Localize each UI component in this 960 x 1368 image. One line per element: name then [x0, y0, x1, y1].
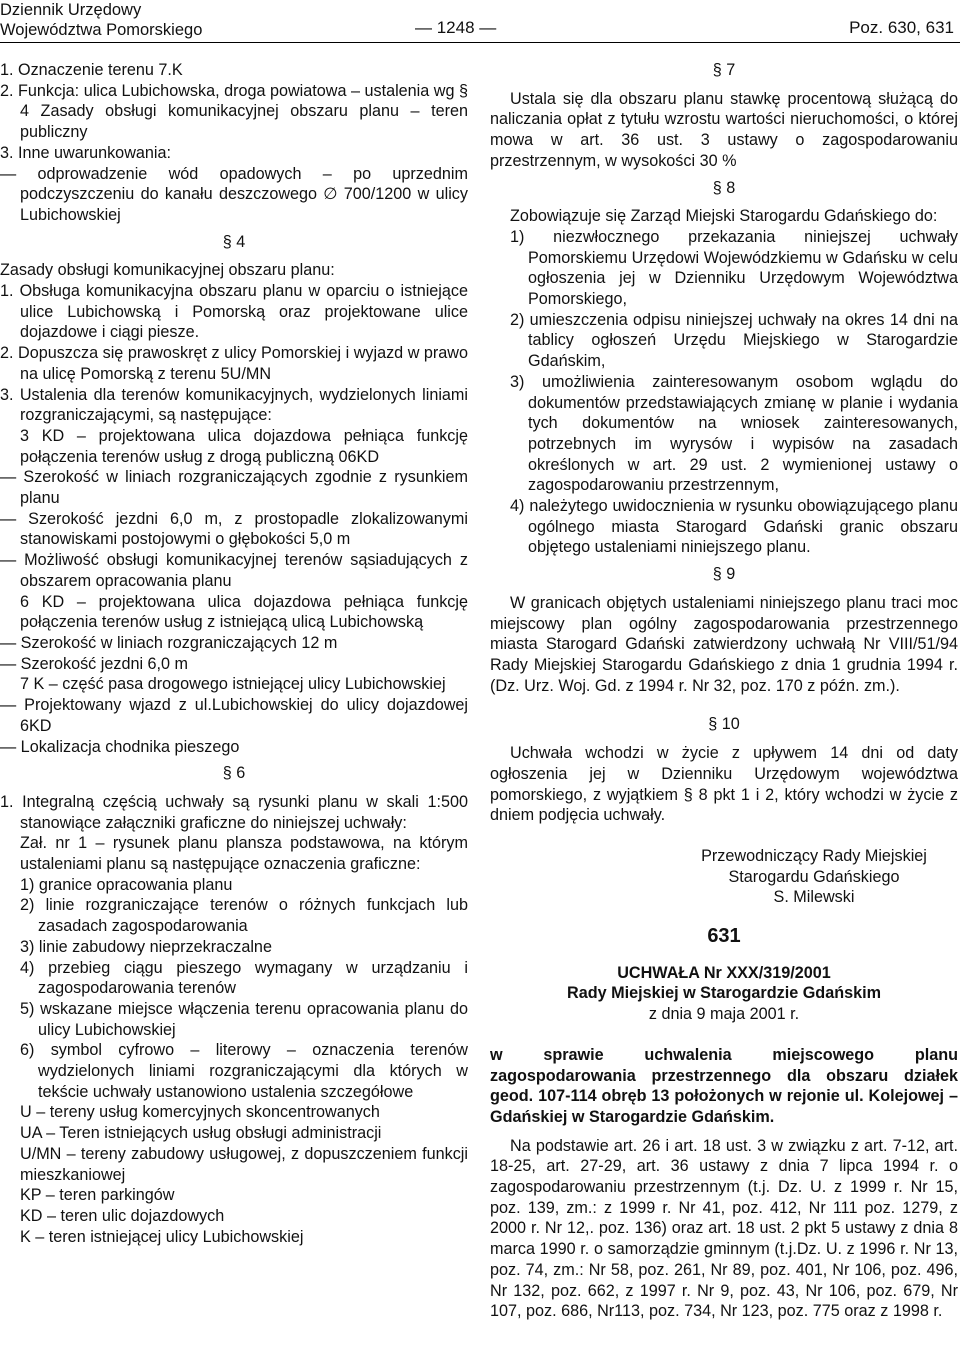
paragraph: 6 KD – projektowana ulica dojazdowa pełniąca funkcję połączenia terenów usług z istniejącą ulicą Lubichowską [20, 592, 468, 632]
section-heading: § 7 [712, 61, 736, 79]
section-heading: § 4 [222, 232, 246, 251]
paragraph: Zasady obsługi komunikacyjnej obszaru planu: [0, 261, 335, 280]
header-rule [0, 42, 960, 43]
list-item: 1) niezwłocznego przekazania niniejszej uchwały Pomorskiemu Urzędowi Wojewódzkiemu w Gdańsku w celu ogłoszenia jej w Dzienniku Urzędowym Województwa Pomorskiego, [510, 227, 958, 309]
list-item: 4) przebieg ciągu pieszego wymagany w urządzaniu i zagospodarowania terenów [20, 958, 468, 998]
legend-item: KP – teren parkingów [20, 1186, 175, 1205]
dash-item: — Szerokość w liniach rozgraniczających 12 m [0, 633, 338, 652]
list-item: 2) umieszczenia odpisu niniejszej uchwały na okres 14 dni na tablicy ogłoszeń Urzędu Miejskiego w Starogardzie Gdańskim, [510, 310, 958, 371]
signature-title: Przewodniczący Rady Miejskiej [701, 846, 927, 865]
legend-item: KD – teren ulic dojazdowych [20, 1206, 225, 1225]
paragraph: 2. Funkcja: ulica Lubichowska, droga powiatowa – ustalenia wg § 4 Zasady obsługi komunikacyjnej obszaru planu – teren publiczny [0, 81, 468, 142]
paragraph: 3. Ustalenia dla terenów komunikacyjnych, wydzielonych liniami rozgraniczającymi, są następujące: [0, 385, 468, 425]
spacer [490, 826, 958, 846]
resolution-council: Rady Miejskiej w Starogardzie Gdańskim [567, 984, 881, 1003]
section-heading: § 10 [708, 715, 740, 734]
dash-item: — Szerokość jezdni 6,0 m [0, 654, 189, 673]
list-item: 1) granice opracowania planu [20, 875, 233, 894]
list-item: 6) symbol cyfrowo – literowy – oznaczenia terenów wydzielonych liniami rozgraniczającymi dla których w tekście uchwały ustanowiono ustalenia szczegółowe [20, 1041, 468, 1101]
paragraph: 3 KD – projektowana ulica dojazdowa pełniąca funkcję połączenia terenów usług z drogą publiczną 06KD [20, 426, 468, 466]
resolution-subject: w sprawie uchwalenia miejscowego planu zagospodarowania przestrzennego dla obszaru działek geod. 107-114 obręb 13 położonych w rejonie ul. Kolejowej – Gdańskiej w Starogardzie Gdańskim. [490, 1045, 958, 1126]
paragraph: Ustala się dla obszaru planu stawkę procentową służącą do naliczania opłat z tytułu wzrostu wartości nieruchomości, o której mowa w art. 36 ust. 3 ustawy o zagospodarowaniu przestrzennym, w wysokości 30 % [490, 89, 958, 170]
section-heading: § 6 [222, 764, 246, 783]
paragraph: Zał. nr 1 – rysunek planu plansza podstawowa, na którym ustaleniami planu są następujące oznaczenia graficzne: [20, 834, 468, 874]
section-heading: § 8 [712, 178, 736, 197]
paragraph: 1. Integralną częścią uchwały są rysunki planu w skali 1:500 stanowiące załączniki graficzne do niniejszej uchwały: [0, 792, 468, 832]
paragraph: Na podstawie art. 26 i art. 18 ust. 3 w związku z art. 7-12, art. 18-25, art. 27-29, art. 36 ustawy z dnia 7 lipca 1994 r. o zagospodarowaniu przestrzennym (t.j. Dz. U. z 1999 r. Nr 15, poz. 139, zm.: z 1999 r. Nr 41, poz. 412, Nr 111 poz. 1279, z 2000 r. Nr 12,. poz. 136) oraz art. 18 ust. 2 pkt 5 ustawy z dnia 8 marca 1990 r. o samorządzie gminnym (t.j.Dz. U. z 1996 r. Nr 13, poz. 74, zm.: Nr 58, poz. 261, Nr 89, poz. 401, Nr 106, poz. 496, Nr 132, poz. 662, z 1997 r. Nr 9, poz. 43, Nr 106, poz. 679, Nr 107, poz. 686, Nr113, poz. 734, Nr 123, poz. 775 oraz z 1998 r. [490, 1136, 958, 1321]
paragraph: 7 K – część pasa drogowego istniejącej ulicy Lubichowskiej [20, 675, 446, 694]
paragraph: Uchwała wchodzi w życie z upływem 14 dni od daty ogłoszenia jej w Dzienniku Urzędowym województwa pomorskiego, z wyjątkiem § 8 pkt 1 i 2, który wchodzi w życie z dniem podjęcia uchwały. [490, 744, 958, 825]
paragraph: 1. Obsługa komunikacyjna obszaru planu w oparciu o istniejące ulice Lubichowską i Pomorską oraz projektowane ulice dojazdowe i ciągi piesze. [0, 282, 468, 342]
journal-name [0, 0, 202, 40]
section-heading: § 9 [712, 565, 736, 584]
journal-line-2: Województwa Pomorskiego [0, 21, 203, 39]
left-column [0, 60, 468, 1247]
list-item: 3) umożliwienia zainteresowanym osobom wglądu do dokumentów przedstawiających zmianę w planie i wydania tych dokumentów na wniosek zainteresowanych, potrzebnych im wyrysów i wypisów na zasadach określonych w art. 29 ust. 2 wymienionej ustawy o zagospodarowaniu przestrzennym, [510, 372, 958, 495]
dash-item: — Lokalizacja chodnika pieszego [0, 737, 240, 756]
page-number: — 1248 — [415, 18, 497, 37]
paragraph: 2. Dopuszcza się prawoskręt z ulicy Pomorskiej i wyjazd w prawo na ulicę Pomorską z terenu 5U/MN [0, 344, 468, 383]
page-header [0, 0, 960, 44]
dash-item: — Projektowany wjazd z ul.Lubichowskiej do ulicy dojazdowej 6KD [0, 696, 468, 735]
spacer [490, 1128, 958, 1136]
journal-line-1: Dziennik Urzędowy [0, 1, 142, 19]
paragraph: Zobowiązuje się Zarząd Miejski Starogardu Gdańskiego do: [510, 207, 938, 226]
dash-item: — Możliwość obsługi komunikacyjnej terenów sąsiadujących z obszarem opracowania planu [0, 551, 468, 590]
dash-item: — Szerokość jezdni 6,0 m, z prostopadle zlokalizowanymi stanowiskami postojowymi o głębokości 5,0 m [0, 509, 468, 549]
paragraph: 1. Oznaczenie terenu 7.K [0, 61, 183, 79]
resolution-date: z dnia 9 maja 2001 r. [648, 1005, 800, 1024]
paragraph: W granicach objętych ustaleniami niniejszego planu traci moc miejscowy plan ogólny zagospodarowania przestrzennego miasta Starogard Gdański zatwierdzony uchwałą Nr VIII/51/94 Rady Miejskiej Starogardu Gdańskiego z dnia 1 grudnia 1994 r. (Dz. Urz. Woj. Gd. z 1994 r. Nr 32, poz. 170 z późn. zm.). [490, 593, 958, 695]
paragraph: 3. Inne uwarunkowania: [0, 143, 171, 162]
list-item: 5) wskazane miejsce włączenia terenu opracowania planu do ulicy Lubichowskiej [20, 999, 468, 1039]
signature-name: S. Milewski [773, 888, 855, 907]
act-number: 631 [707, 925, 741, 948]
legend-item: U – tereny usług komercyjnych skoncentrowanych [20, 1103, 380, 1122]
resolution-title: UCHWAŁA Nr XXX/319/2001 [617, 963, 831, 982]
list-item: 2) linie rozgraniczające terenów o różnych funkcjach lub zasadach zagospodarowania [20, 896, 468, 936]
dash-item: — Szerokość w liniach rozgraniczających zgodnie z rysunkiem planu [0, 468, 468, 508]
list-item: 3) linie zabudowy nieprzekraczalne [20, 937, 272, 956]
legend-item: UA – Teren istniejących usług obsługi administracji [20, 1124, 382, 1143]
right-column [490, 60, 958, 1322]
dash-item: — odprowadzenie wód opadowych – po uprzednim podczyszczeniu do kanału deszczowego ∅ 700/1200 w ulicy Lubichowskiej [0, 164, 468, 224]
legend-item: K – teren istniejącej ulicy Lubichowskiej [20, 1227, 304, 1246]
list-item: 4) należytego uwidocznienia w rysunku obowiązującego planu ogólnego miasta Starogard Gdański granic obszaru objętego ustaleniami niniejszego planu. [510, 497, 958, 557]
signature-body: Starogardu Gdańskiego [728, 867, 900, 886]
spacer [490, 1025, 958, 1045]
position-reference: Poz. 630, 631 [849, 18, 954, 37]
legend-item: U/MN – tereny zabudowy usługowej, z dopuszczeniem funkcji mieszkaniowej [20, 1144, 468, 1184]
